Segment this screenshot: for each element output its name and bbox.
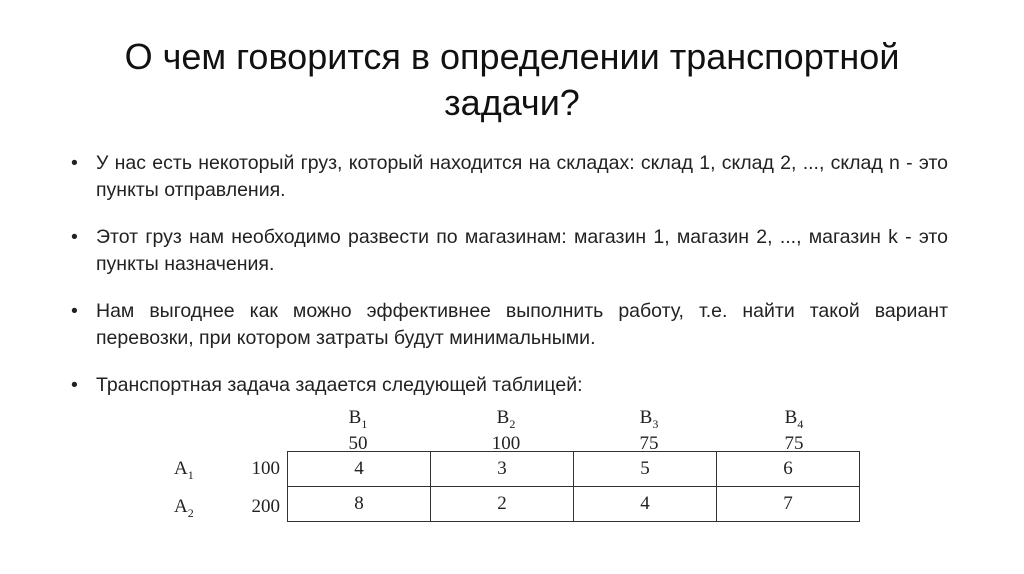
column-header: $B_3$ 75: [639, 407, 659, 454]
row-header: $A_2$: [174, 496, 194, 520]
column-header: $B_4$ 75: [784, 407, 804, 454]
table-row: [288, 487, 860, 522]
cost-cell: 4: [288, 452, 431, 487]
cost-cell: 4: [574, 487, 717, 522]
column-header: $B_2$ 100: [491, 407, 521, 454]
table-row: [288, 452, 860, 487]
demand-value: 75: [784, 432, 804, 454]
bullet-item: • У нас есть некоторый груз, который находится на складах: склад 1, склад 2, ..., склад n - это пункты отправления.: [66, 150, 948, 204]
cost-cell: 2: [431, 487, 574, 522]
demand-value: 100: [491, 432, 521, 454]
cost-grid: [287, 451, 860, 522]
cost-cell: 8: [288, 487, 431, 522]
cost-cell: 7: [717, 487, 860, 522]
row-header: $A_1$: [174, 458, 194, 482]
demand-value: 50: [348, 432, 368, 454]
cost-cell: 6: [717, 452, 860, 487]
slide-title: О чем говорится в определении транспортной задачи?: [124, 36, 900, 123]
cost-cell: 5: [574, 452, 717, 487]
bullet-item: • Транспортная задача задается следующей таблицей:: [66, 372, 948, 399]
cost-cell: 3: [431, 452, 574, 487]
column-header: $B_1$ 50: [348, 407, 368, 454]
bullet-item: • Нам выгоднее как можно эффективнее выполнить работу, т.е. найти такой вариант перевозки, при котором затраты будут минимальными.: [66, 298, 948, 352]
supply-value: 100: [251, 458, 280, 479]
demand-value: 75: [639, 432, 659, 454]
bullet-item: • Этот груз нам необходимо развести по магазинам: магазин 1, магазин 2, ..., магазин k - это пункты назначения.: [66, 224, 948, 278]
supply-value: 200: [251, 496, 280, 517]
